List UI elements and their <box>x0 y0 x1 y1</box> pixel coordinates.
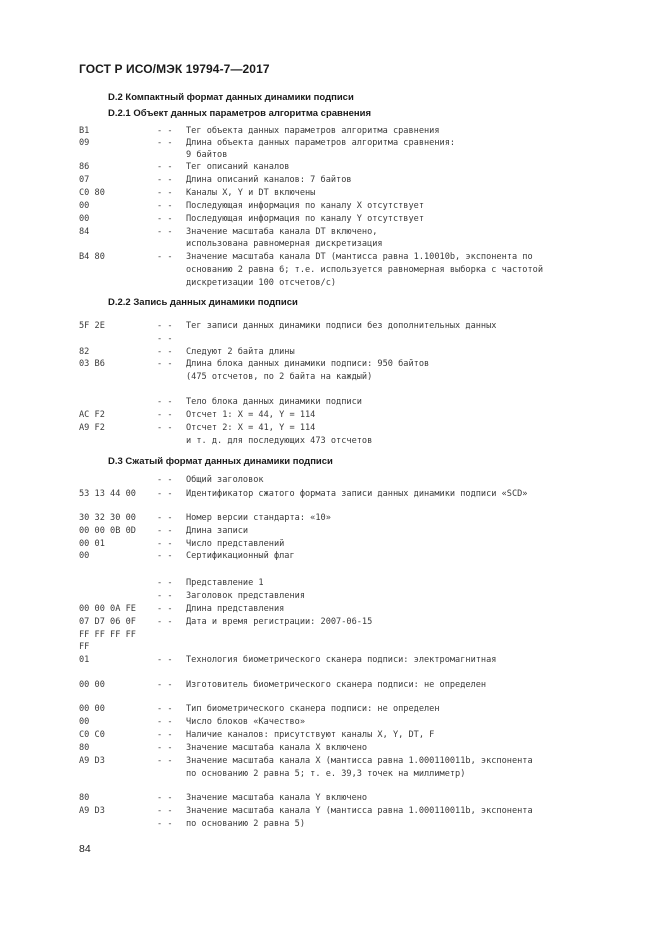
row-description: Представление 1 <box>186 578 264 588</box>
dash-marker: - - <box>157 578 173 588</box>
dash-marker: - - <box>157 175 173 185</box>
hex-bytes: 00 00 0A FE <box>79 604 136 614</box>
heading-d22: D.2.2 Запись данных динамики подписи <box>108 297 298 308</box>
listing-row <box>79 654 639 666</box>
dash-marker: - - <box>157 347 173 357</box>
hex-bytes: 00 <box>79 214 90 224</box>
hex-bytes: 00 00 0B 0D <box>79 526 136 536</box>
row-description: Число представлений <box>186 539 285 549</box>
listing-row <box>79 629 639 641</box>
row-description: Длина блока данных динамики подписи: 950 байтов <box>186 359 430 369</box>
row-description: по основанию 2 равна 5) <box>186 819 305 829</box>
listing-row <box>79 125 639 137</box>
dash-marker: - - <box>157 680 173 690</box>
listing-row <box>79 149 639 161</box>
hex-bytes: 00 <box>79 717 90 727</box>
row-description: дискретизации 100 отсчетов/с) <box>186 278 337 288</box>
listing-row <box>79 371 639 383</box>
listing-row <box>79 264 639 276</box>
hex-bytes: 00 <box>79 551 90 561</box>
listing-row <box>79 538 639 550</box>
hex-bytes: 84 <box>79 227 90 237</box>
document-title: ГОСТ Р ИСО/МЭК 19794-7—2017 <box>79 62 270 76</box>
dash-marker: - - <box>157 138 173 148</box>
listing-row <box>79 512 639 524</box>
heading-d2: D.2 Компактный формат данных динамики подписи <box>108 92 354 103</box>
listing-row <box>79 703 639 715</box>
hex-bytes: 80 <box>79 793 90 803</box>
row-description: основанию 2 равна 6; т.е. используется равномерная выборка с частотой <box>186 265 543 275</box>
dash-marker: - - <box>157 526 173 536</box>
row-description: Дата и время регистрации: 2007-06-15 <box>186 617 373 627</box>
dash-marker: - - <box>157 227 173 237</box>
dash-marker: - - <box>157 591 173 601</box>
row-description: Длина описаний каналов: 7 байтов <box>186 175 352 185</box>
dash-marker: - - <box>157 539 173 549</box>
listing-row <box>79 137 639 149</box>
dash-marker: - - <box>157 489 173 499</box>
row-description: Изготовитель биометрического сканера подписи: не определен <box>186 680 487 690</box>
dash-marker: - - <box>157 359 173 369</box>
row-description: Тело блока данных динамики подписи <box>186 397 362 407</box>
dash-marker: - - <box>157 617 173 627</box>
row-description: Значение масштаба канала DT (мантисса равна 1.10010b, экспонента по <box>186 252 533 262</box>
listing-row <box>79 525 639 537</box>
dash-marker: - - <box>157 655 173 665</box>
row-description: Тип биометрического сканера подписи: не определен <box>186 704 440 714</box>
listing-row <box>79 346 639 358</box>
dash-marker: - - <box>157 410 173 420</box>
listing-row <box>79 474 639 486</box>
listing-row <box>79 679 639 691</box>
dash-marker: - - <box>157 188 173 198</box>
row-description: по основанию 2 равна 5; т. е. 39,3 точек на миллиметр) <box>186 769 466 779</box>
dash-marker: - - <box>157 513 173 523</box>
listing-row <box>79 320 639 332</box>
row-description: Каналы X, Y и DT включены <box>186 188 316 198</box>
hex-bytes: A9 F2 <box>79 423 105 433</box>
hex-bytes: A9 D3 <box>79 806 105 816</box>
listing-row <box>79 226 639 238</box>
dash-marker: - - <box>157 475 173 485</box>
row-description: (475 отсчетов, по 2 байта на каждый) <box>186 372 373 382</box>
row-description: Следуют 2 байта длины <box>186 347 295 357</box>
listing-row <box>79 792 639 804</box>
row-description: Значение масштаба канала X (мантисса равна 1.000110011b, экспонента <box>186 756 533 766</box>
listing-row <box>79 616 639 628</box>
row-description: Заголовок представления <box>186 591 305 601</box>
dash-marker: - - <box>157 756 173 766</box>
hex-bytes: A9 D3 <box>79 756 105 766</box>
row-description: и т. д. для последующих 473 отсчетов <box>186 436 373 446</box>
dash-marker: - - <box>157 806 173 816</box>
dash-marker: - - <box>157 604 173 614</box>
listing-row <box>79 238 639 250</box>
listing-row <box>79 213 639 225</box>
hex-bytes: 86 <box>79 162 90 172</box>
hex-bytes: 53 13 44 00 <box>79 489 136 499</box>
hex-bytes: 07 D7 06 0F <box>79 617 136 627</box>
dash-marker: - - <box>157 743 173 753</box>
row-description: Значение масштаба канала Y (мантисса равна 1.000110011b, экспонента <box>186 806 533 816</box>
hex-bytes: 82 <box>79 347 90 357</box>
dash-marker: - - <box>157 423 173 433</box>
dash-marker: - - <box>157 334 173 344</box>
listing-row <box>79 729 639 741</box>
dash-marker: - - <box>157 397 173 407</box>
listing-row <box>79 488 639 500</box>
dash-marker: - - <box>157 819 173 829</box>
dash-marker: - - <box>157 793 173 803</box>
hex-bytes: C0 80 <box>79 188 105 198</box>
row-description: Отсчет 1: X = 44, Y = 114 <box>186 410 316 420</box>
listing-row <box>79 590 639 602</box>
listing-row <box>79 805 639 817</box>
row-description: Отсчет 2: X = 41, Y = 114 <box>186 423 316 433</box>
hex-bytes: C0 C0 <box>79 730 105 740</box>
hex-bytes: FF FF FF FF <box>79 630 136 640</box>
hex-bytes: B4 80 <box>79 252 105 262</box>
row-description: Длина представления <box>186 604 285 614</box>
row-description: Число блоков «Качество» <box>186 717 305 727</box>
listing-row <box>79 409 639 421</box>
listing-row <box>79 603 639 615</box>
row-description: 9 байтов <box>186 150 228 160</box>
row-description: Длина записи <box>186 526 249 536</box>
hex-bytes: 80 <box>79 743 90 753</box>
row-description: Значение масштаба канала DT включено, <box>186 227 378 237</box>
hex-bytes: 00 00 <box>79 680 105 690</box>
listing-row <box>79 641 639 653</box>
hex-bytes: 09 <box>79 138 90 148</box>
heading-d21: D.2.1 Объект данных параметров алгоритма сравнения <box>108 108 372 119</box>
listing-row <box>79 755 639 767</box>
listing-row <box>79 818 639 830</box>
row-description: Тег объекта данных параметров алгоритма сравнения <box>186 126 440 136</box>
hex-bytes: 03 B6 <box>79 359 105 369</box>
hex-bytes: FF <box>79 642 90 652</box>
hex-bytes: B1 <box>79 126 90 136</box>
page-number: 84 <box>79 843 91 855</box>
row-description: Значение масштаба канала X включено <box>186 743 368 753</box>
hex-bytes: 00 <box>79 201 90 211</box>
hex-bytes: 5F 2E <box>79 321 105 331</box>
listing-row <box>79 396 639 408</box>
dash-marker: - - <box>157 126 173 136</box>
dash-marker: - - <box>157 717 173 727</box>
hex-bytes: 00 00 <box>79 704 105 714</box>
listing-row <box>79 200 639 212</box>
row-description: Номер версии стандарта: «10» <box>186 513 331 523</box>
row-description: Сертификационный флаг <box>186 551 295 561</box>
hex-bytes: 30 32 30 00 <box>79 513 136 523</box>
hex-bytes: AC F2 <box>79 410 105 420</box>
dash-marker: - - <box>157 201 173 211</box>
listing-row <box>79 187 639 199</box>
row-description: Технология биометрического сканера подписи: электромагнитная <box>186 655 497 665</box>
dash-marker: - - <box>157 252 173 262</box>
dash-marker: - - <box>157 214 173 224</box>
listing-row <box>79 422 639 434</box>
dash-marker: - - <box>157 730 173 740</box>
row-description: Последующая информация по каналу X отсутствует <box>186 201 424 211</box>
row-description: Идентификатор сжатого формата записи данных динамики подписи «SCD» <box>186 489 528 499</box>
row-description: Значение масштаба канала Y включено <box>186 793 368 803</box>
dash-marker: - - <box>157 162 173 172</box>
listing-row <box>79 174 639 186</box>
row-description: Общий заголовок <box>186 475 264 485</box>
listing-row <box>79 161 639 173</box>
row-description: Длина объекта данных параметров алгоритма сравнения: <box>186 138 456 148</box>
dash-marker: - - <box>157 704 173 714</box>
listing-row <box>79 768 639 780</box>
listing-row <box>79 577 639 589</box>
row-description: Последующая информация по каналу Y отсутствует <box>186 214 424 224</box>
row-description: Наличие каналов: присутствуют каналы X, Y, DT, F <box>186 730 435 740</box>
row-description: использована равномерная дискретизация <box>186 239 383 249</box>
listing-row <box>79 333 639 345</box>
dash-marker: - - <box>157 551 173 561</box>
listing-row <box>79 277 639 289</box>
listing-row <box>79 358 639 370</box>
row-description: Тег записи данных динамики подписи без дополнительных данных <box>186 321 497 331</box>
dash-marker: - - <box>157 321 173 331</box>
heading-d3: D.3 Сжатый формат данных динамики подписи <box>108 456 333 467</box>
listing-row <box>79 716 639 728</box>
listing-row <box>79 742 639 754</box>
hex-bytes: 00 01 <box>79 539 105 549</box>
listing-row <box>79 435 639 447</box>
listing-row <box>79 251 639 263</box>
row-description: Тег описаний каналов <box>186 162 290 172</box>
listing-row <box>79 550 639 562</box>
hex-bytes: 07 <box>79 175 90 185</box>
hex-bytes: 01 <box>79 655 90 665</box>
